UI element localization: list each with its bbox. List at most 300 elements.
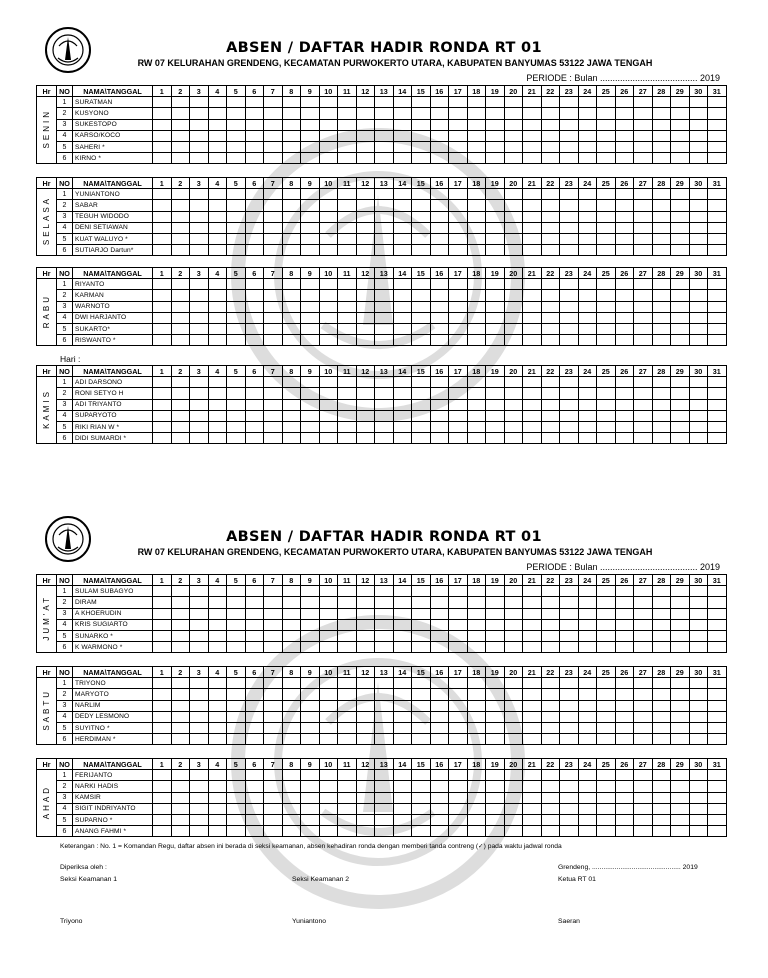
attendance-cell[interactable] <box>597 222 616 233</box>
attendance-cell[interactable] <box>634 279 653 290</box>
attendance-cell[interactable] <box>615 700 634 711</box>
attendance-cell[interactable] <box>449 233 468 244</box>
attendance-cell[interactable] <box>560 734 579 745</box>
attendance-cell[interactable] <box>282 608 301 619</box>
attendance-cell[interactable] <box>671 410 690 421</box>
attendance-cell[interactable] <box>578 803 597 814</box>
attendance-cell[interactable] <box>467 97 486 108</box>
attendance-cell[interactable] <box>486 770 505 781</box>
attendance-cell[interactable] <box>208 734 227 745</box>
attendance-cell[interactable] <box>597 433 616 444</box>
attendance-cell[interactable] <box>393 410 412 421</box>
attendance-cell[interactable] <box>634 700 653 711</box>
attendance-cell[interactable] <box>356 388 375 399</box>
attendance-cell[interactable] <box>504 312 523 323</box>
attendance-cell[interactable] <box>467 377 486 388</box>
attendance-cell[interactable] <box>356 97 375 108</box>
attendance-cell[interactable] <box>412 119 431 130</box>
attendance-cell[interactable] <box>153 323 172 334</box>
attendance-cell[interactable] <box>282 711 301 722</box>
attendance-cell[interactable] <box>578 222 597 233</box>
attendance-cell[interactable] <box>486 245 505 256</box>
attendance-cell[interactable] <box>486 619 505 630</box>
attendance-cell[interactable] <box>282 153 301 164</box>
attendance-cell[interactable] <box>208 781 227 792</box>
attendance-cell[interactable] <box>227 781 246 792</box>
attendance-cell[interactable] <box>504 722 523 733</box>
attendance-cell[interactable] <box>634 119 653 130</box>
attendance-cell[interactable] <box>227 792 246 803</box>
attendance-cell[interactable] <box>319 421 338 432</box>
attendance-cell[interactable] <box>264 619 283 630</box>
attendance-cell[interactable] <box>671 211 690 222</box>
attendance-cell[interactable] <box>171 619 190 630</box>
attendance-cell[interactable] <box>597 410 616 421</box>
attendance-cell[interactable] <box>338 388 357 399</box>
attendance-cell[interactable] <box>264 189 283 200</box>
attendance-cell[interactable] <box>634 130 653 141</box>
attendance-cell[interactable] <box>560 781 579 792</box>
attendance-cell[interactable] <box>375 377 394 388</box>
attendance-cell[interactable] <box>227 153 246 164</box>
attendance-cell[interactable] <box>652 722 671 733</box>
attendance-cell[interactable] <box>578 619 597 630</box>
attendance-cell[interactable] <box>615 803 634 814</box>
attendance-cell[interactable] <box>393 630 412 641</box>
attendance-cell[interactable] <box>597 792 616 803</box>
attendance-cell[interactable] <box>338 792 357 803</box>
attendance-cell[interactable] <box>301 312 320 323</box>
attendance-cell[interactable] <box>486 792 505 803</box>
attendance-cell[interactable] <box>153 312 172 323</box>
attendance-cell[interactable] <box>541 410 560 421</box>
attendance-cell[interactable] <box>449 619 468 630</box>
attendance-cell[interactable] <box>338 700 357 711</box>
attendance-cell[interactable] <box>338 323 357 334</box>
attendance-cell[interactable] <box>541 388 560 399</box>
attendance-cell[interactable] <box>615 792 634 803</box>
attendance-cell[interactable] <box>689 770 708 781</box>
attendance-cell[interactable] <box>356 153 375 164</box>
attendance-cell[interactable] <box>227 642 246 653</box>
attendance-cell[interactable] <box>208 700 227 711</box>
attendance-cell[interactable] <box>393 678 412 689</box>
attendance-cell[interactable] <box>652 711 671 722</box>
attendance-cell[interactable] <box>356 399 375 410</box>
attendance-cell[interactable] <box>338 153 357 164</box>
attendance-cell[interactable] <box>578 608 597 619</box>
attendance-cell[interactable] <box>319 211 338 222</box>
attendance-cell[interactable] <box>393 312 412 323</box>
attendance-cell[interactable] <box>375 410 394 421</box>
attendance-cell[interactable] <box>227 130 246 141</box>
attendance-cell[interactable] <box>560 108 579 119</box>
attendance-cell[interactable] <box>615 814 634 825</box>
attendance-cell[interactable] <box>486 700 505 711</box>
attendance-cell[interactable] <box>504 586 523 597</box>
attendance-cell[interactable] <box>523 97 542 108</box>
attendance-cell[interactable] <box>541 211 560 222</box>
attendance-cell[interactable] <box>190 108 209 119</box>
attendance-cell[interactable] <box>449 608 468 619</box>
attendance-cell[interactable] <box>208 619 227 630</box>
attendance-cell[interactable] <box>689 803 708 814</box>
attendance-cell[interactable] <box>301 323 320 334</box>
attendance-cell[interactable] <box>356 410 375 421</box>
attendance-cell[interactable] <box>171 586 190 597</box>
attendance-cell[interactable] <box>171 290 190 301</box>
attendance-cell[interactable] <box>430 826 449 837</box>
attendance-cell[interactable] <box>356 700 375 711</box>
attendance-cell[interactable] <box>264 335 283 346</box>
attendance-cell[interactable] <box>671 335 690 346</box>
attendance-cell[interactable] <box>319 233 338 244</box>
attendance-cell[interactable] <box>652 619 671 630</box>
attendance-cell[interactable] <box>486 814 505 825</box>
attendance-cell[interactable] <box>338 586 357 597</box>
attendance-cell[interactable] <box>578 421 597 432</box>
attendance-cell[interactable] <box>578 233 597 244</box>
attendance-cell[interactable] <box>486 586 505 597</box>
attendance-cell[interactable] <box>467 630 486 641</box>
attendance-cell[interactable] <box>689 312 708 323</box>
attendance-cell[interactable] <box>393 245 412 256</box>
attendance-cell[interactable] <box>449 781 468 792</box>
attendance-cell[interactable] <box>504 642 523 653</box>
attendance-cell[interactable] <box>708 642 727 653</box>
attendance-cell[interactable] <box>449 323 468 334</box>
attendance-cell[interactable] <box>375 711 394 722</box>
attendance-cell[interactable] <box>356 279 375 290</box>
attendance-cell[interactable] <box>523 119 542 130</box>
attendance-cell[interactable] <box>375 678 394 689</box>
attendance-cell[interactable] <box>467 399 486 410</box>
attendance-cell[interactable] <box>245 586 264 597</box>
attendance-cell[interactable] <box>319 279 338 290</box>
attendance-cell[interactable] <box>560 279 579 290</box>
attendance-cell[interactable] <box>634 388 653 399</box>
attendance-cell[interactable] <box>393 586 412 597</box>
attendance-cell[interactable] <box>486 323 505 334</box>
attendance-cell[interactable] <box>560 377 579 388</box>
attendance-cell[interactable] <box>264 711 283 722</box>
attendance-cell[interactable] <box>560 153 579 164</box>
attendance-cell[interactable] <box>338 803 357 814</box>
attendance-cell[interactable] <box>356 597 375 608</box>
attendance-cell[interactable] <box>689 323 708 334</box>
attendance-cell[interactable] <box>375 97 394 108</box>
attendance-cell[interactable] <box>597 211 616 222</box>
attendance-cell[interactable] <box>338 312 357 323</box>
attendance-cell[interactable] <box>245 410 264 421</box>
attendance-cell[interactable] <box>171 153 190 164</box>
attendance-cell[interactable] <box>449 597 468 608</box>
attendance-cell[interactable] <box>689 410 708 421</box>
attendance-cell[interactable] <box>449 770 468 781</box>
attendance-cell[interactable] <box>227 233 246 244</box>
attendance-cell[interactable] <box>356 222 375 233</box>
attendance-cell[interactable] <box>153 814 172 825</box>
attendance-cell[interactable] <box>190 689 209 700</box>
attendance-cell[interactable] <box>319 189 338 200</box>
attendance-cell[interactable] <box>227 711 246 722</box>
attendance-cell[interactable] <box>523 722 542 733</box>
attendance-cell[interactable] <box>578 722 597 733</box>
attendance-cell[interactable] <box>412 141 431 152</box>
attendance-cell[interactable] <box>301 130 320 141</box>
attendance-cell[interactable] <box>356 245 375 256</box>
attendance-cell[interactable] <box>319 222 338 233</box>
attendance-cell[interactable] <box>449 141 468 152</box>
attendance-cell[interactable] <box>467 826 486 837</box>
attendance-cell[interactable] <box>689 734 708 745</box>
attendance-cell[interactable] <box>504 433 523 444</box>
attendance-cell[interactable] <box>689 290 708 301</box>
attendance-cell[interactable] <box>560 770 579 781</box>
attendance-cell[interactable] <box>634 421 653 432</box>
attendance-cell[interactable] <box>541 734 560 745</box>
attendance-cell[interactable] <box>338 711 357 722</box>
attendance-cell[interactable] <box>615 141 634 152</box>
attendance-cell[interactable] <box>486 211 505 222</box>
attendance-cell[interactable] <box>634 301 653 312</box>
attendance-cell[interactable] <box>338 211 357 222</box>
attendance-cell[interactable] <box>652 770 671 781</box>
attendance-cell[interactable] <box>393 722 412 733</box>
attendance-cell[interactable] <box>319 630 338 641</box>
attendance-cell[interactable] <box>449 335 468 346</box>
attendance-cell[interactable] <box>227 279 246 290</box>
attendance-cell[interactable] <box>708 689 727 700</box>
attendance-cell[interactable] <box>153 141 172 152</box>
attendance-cell[interactable] <box>264 211 283 222</box>
attendance-cell[interactable] <box>467 597 486 608</box>
attendance-cell[interactable] <box>634 211 653 222</box>
attendance-cell[interactable] <box>264 119 283 130</box>
attendance-cell[interactable] <box>504 233 523 244</box>
attendance-cell[interactable] <box>412 301 431 312</box>
attendance-cell[interactable] <box>430 301 449 312</box>
attendance-cell[interactable] <box>504 630 523 641</box>
attendance-cell[interactable] <box>504 189 523 200</box>
attendance-cell[interactable] <box>375 108 394 119</box>
attendance-cell[interactable] <box>486 108 505 119</box>
attendance-cell[interactable] <box>356 189 375 200</box>
attendance-cell[interactable] <box>615 619 634 630</box>
attendance-cell[interactable] <box>264 586 283 597</box>
attendance-cell[interactable] <box>486 711 505 722</box>
attendance-cell[interactable] <box>449 279 468 290</box>
attendance-cell[interactable] <box>486 222 505 233</box>
attendance-cell[interactable] <box>430 245 449 256</box>
attendance-cell[interactable] <box>338 290 357 301</box>
attendance-cell[interactable] <box>615 399 634 410</box>
attendance-cell[interactable] <box>467 410 486 421</box>
attendance-cell[interactable] <box>282 770 301 781</box>
attendance-cell[interactable] <box>652 211 671 222</box>
attendance-cell[interactable] <box>208 803 227 814</box>
attendance-cell[interactable] <box>356 814 375 825</box>
attendance-cell[interactable] <box>467 108 486 119</box>
attendance-cell[interactable] <box>301 826 320 837</box>
attendance-cell[interactable] <box>708 233 727 244</box>
attendance-cell[interactable] <box>615 211 634 222</box>
attendance-cell[interactable] <box>190 792 209 803</box>
attendance-cell[interactable] <box>301 678 320 689</box>
attendance-cell[interactable] <box>652 421 671 432</box>
attendance-cell[interactable] <box>319 410 338 421</box>
attendance-cell[interactable] <box>208 770 227 781</box>
attendance-cell[interactable] <box>338 301 357 312</box>
attendance-cell[interactable] <box>504 301 523 312</box>
attendance-cell[interactable] <box>319 770 338 781</box>
attendance-cell[interactable] <box>245 119 264 130</box>
attendance-cell[interactable] <box>689 189 708 200</box>
attendance-cell[interactable] <box>338 410 357 421</box>
attendance-cell[interactable] <box>319 711 338 722</box>
attendance-cell[interactable] <box>264 734 283 745</box>
attendance-cell[interactable] <box>282 642 301 653</box>
attendance-cell[interactable] <box>504 770 523 781</box>
attendance-cell[interactable] <box>430 586 449 597</box>
attendance-cell[interactable] <box>301 335 320 346</box>
attendance-cell[interactable] <box>560 200 579 211</box>
attendance-cell[interactable] <box>652 689 671 700</box>
attendance-cell[interactable] <box>301 189 320 200</box>
attendance-cell[interactable] <box>375 792 394 803</box>
attendance-cell[interactable] <box>412 410 431 421</box>
attendance-cell[interactable] <box>671 678 690 689</box>
attendance-cell[interactable] <box>486 312 505 323</box>
attendance-cell[interactable] <box>375 222 394 233</box>
attendance-cell[interactable] <box>282 781 301 792</box>
attendance-cell[interactable] <box>208 222 227 233</box>
attendance-cell[interactable] <box>467 245 486 256</box>
attendance-cell[interactable] <box>301 608 320 619</box>
attendance-cell[interactable] <box>208 312 227 323</box>
attendance-cell[interactable] <box>615 597 634 608</box>
attendance-cell[interactable] <box>208 233 227 244</box>
attendance-cell[interactable] <box>652 826 671 837</box>
attendance-cell[interactable] <box>467 433 486 444</box>
attendance-cell[interactable] <box>356 630 375 641</box>
attendance-cell[interactable] <box>578 119 597 130</box>
attendance-cell[interactable] <box>652 678 671 689</box>
attendance-cell[interactable] <box>708 770 727 781</box>
attendance-cell[interactable] <box>615 245 634 256</box>
attendance-cell[interactable] <box>615 421 634 432</box>
attendance-cell[interactable] <box>467 619 486 630</box>
attendance-cell[interactable] <box>208 608 227 619</box>
attendance-cell[interactable] <box>708 279 727 290</box>
attendance-cell[interactable] <box>393 792 412 803</box>
attendance-cell[interactable] <box>171 678 190 689</box>
attendance-cell[interactable] <box>190 770 209 781</box>
attendance-cell[interactable] <box>708 433 727 444</box>
attendance-cell[interactable] <box>708 792 727 803</box>
attendance-cell[interactable] <box>393 301 412 312</box>
attendance-cell[interactable] <box>245 200 264 211</box>
attendance-cell[interactable] <box>578 734 597 745</box>
attendance-cell[interactable] <box>282 323 301 334</box>
attendance-cell[interactable] <box>412 200 431 211</box>
attendance-cell[interactable] <box>412 189 431 200</box>
attendance-cell[interactable] <box>375 153 394 164</box>
attendance-cell[interactable] <box>449 722 468 733</box>
attendance-cell[interactable] <box>245 803 264 814</box>
attendance-cell[interactable] <box>412 597 431 608</box>
attendance-cell[interactable] <box>523 792 542 803</box>
attendance-cell[interactable] <box>319 399 338 410</box>
attendance-cell[interactable] <box>486 421 505 432</box>
attendance-cell[interactable] <box>208 421 227 432</box>
attendance-cell[interactable] <box>190 642 209 653</box>
attendance-cell[interactable] <box>634 586 653 597</box>
attendance-cell[interactable] <box>301 222 320 233</box>
attendance-cell[interactable] <box>153 222 172 233</box>
attendance-cell[interactable] <box>523 290 542 301</box>
attendance-cell[interactable] <box>190 312 209 323</box>
attendance-cell[interactable] <box>301 245 320 256</box>
attendance-cell[interactable] <box>171 312 190 323</box>
attendance-cell[interactable] <box>689 678 708 689</box>
attendance-cell[interactable] <box>227 335 246 346</box>
attendance-cell[interactable] <box>338 734 357 745</box>
attendance-cell[interactable] <box>578 211 597 222</box>
attendance-cell[interactable] <box>708 826 727 837</box>
attendance-cell[interactable] <box>301 597 320 608</box>
attendance-cell[interactable] <box>467 119 486 130</box>
attendance-cell[interactable] <box>634 597 653 608</box>
attendance-cell[interactable] <box>560 722 579 733</box>
attendance-cell[interactable] <box>578 245 597 256</box>
attendance-cell[interactable] <box>430 97 449 108</box>
attendance-cell[interactable] <box>208 597 227 608</box>
attendance-cell[interactable] <box>171 711 190 722</box>
attendance-cell[interactable] <box>467 734 486 745</box>
attendance-cell[interactable] <box>171 608 190 619</box>
attendance-cell[interactable] <box>560 421 579 432</box>
attendance-cell[interactable] <box>412 826 431 837</box>
attendance-cell[interactable] <box>245 608 264 619</box>
attendance-cell[interactable] <box>634 410 653 421</box>
attendance-cell[interactable] <box>208 119 227 130</box>
attendance-cell[interactable] <box>449 130 468 141</box>
attendance-cell[interactable] <box>227 399 246 410</box>
attendance-cell[interactable] <box>689 377 708 388</box>
attendance-cell[interactable] <box>430 608 449 619</box>
attendance-cell[interactable] <box>282 222 301 233</box>
attendance-cell[interactable] <box>208 200 227 211</box>
attendance-cell[interactable] <box>208 586 227 597</box>
attendance-cell[interactable] <box>689 335 708 346</box>
attendance-cell[interactable] <box>504 421 523 432</box>
attendance-cell[interactable] <box>171 97 190 108</box>
attendance-cell[interactable] <box>282 722 301 733</box>
attendance-cell[interactable] <box>301 433 320 444</box>
attendance-cell[interactable] <box>412 388 431 399</box>
attendance-cell[interactable] <box>597 678 616 689</box>
attendance-cell[interactable] <box>171 642 190 653</box>
attendance-cell[interactable] <box>338 279 357 290</box>
attendance-cell[interactable] <box>486 290 505 301</box>
attendance-cell[interactable] <box>264 141 283 152</box>
attendance-cell[interactable] <box>338 630 357 641</box>
attendance-cell[interactable] <box>264 233 283 244</box>
attendance-cell[interactable] <box>449 245 468 256</box>
attendance-cell[interactable] <box>597 279 616 290</box>
attendance-cell[interactable] <box>430 814 449 825</box>
